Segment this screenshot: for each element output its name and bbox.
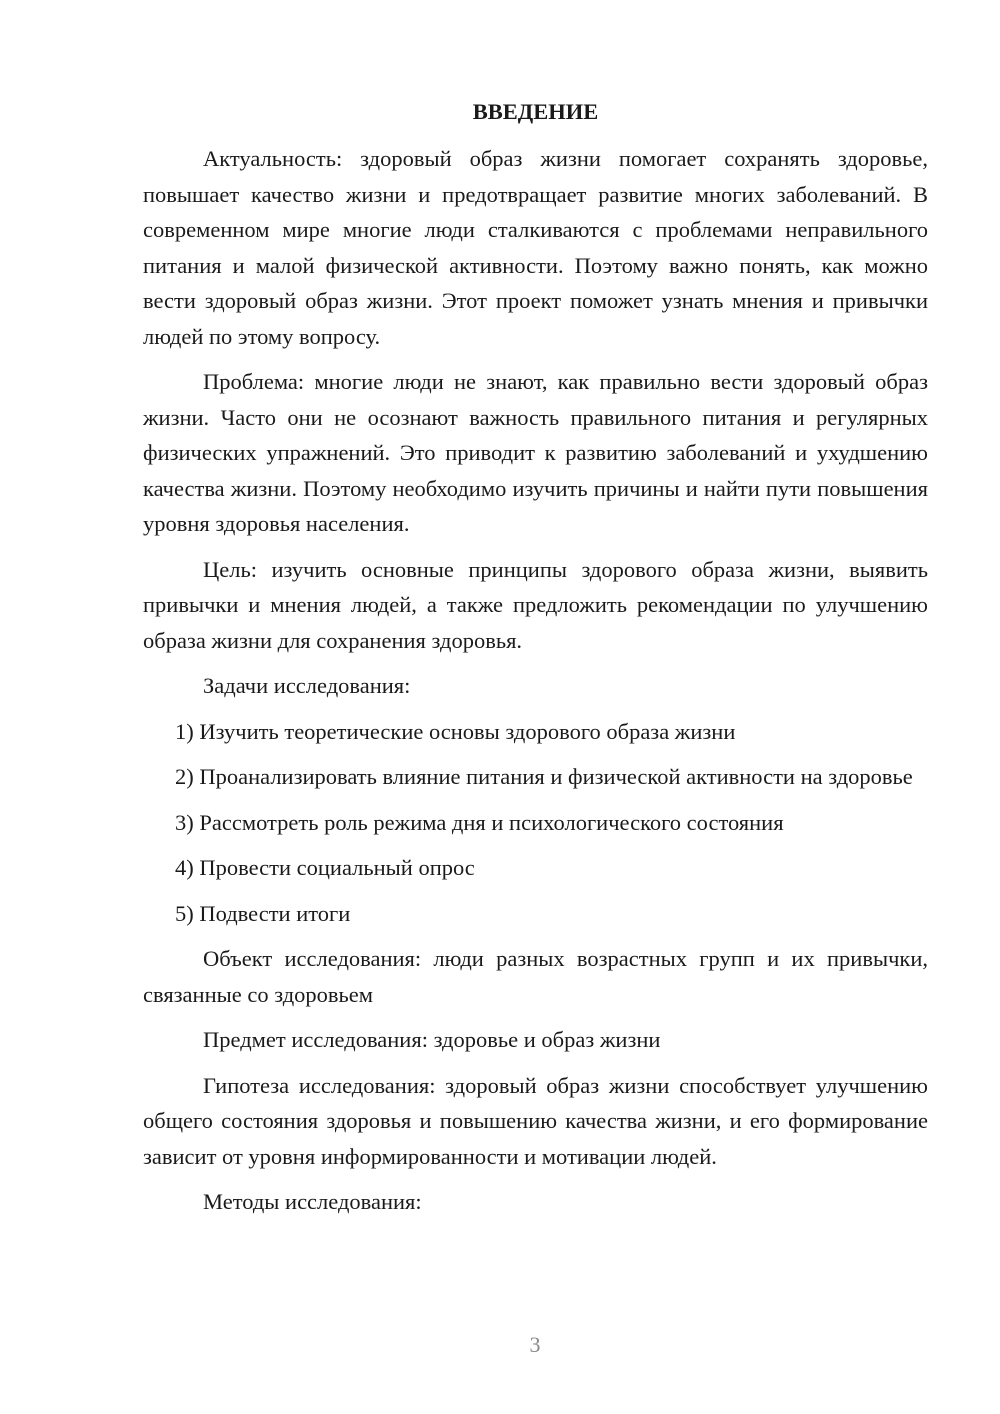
list-item: 5) Подвести итоги [175,900,351,926]
tasks-heading: Задачи исследования: [203,673,411,698]
paragraph-goal: Цель: изучить основные принципы здорового образа жизни, выявить привычки и мнения людей, а также предложить рекомендации по улучшению образа жизни для сохранения здоровья. [143,556,928,653]
list-item: 1) Изучить теоретические основы здорового образа жизни [175,718,736,744]
tasks-list [143,714,928,932]
paragraph-object: Объект исследования: люди разных возрастных групп и их привычки, связанные со здоровьем [143,946,928,1007]
list-item: 3) Рассмотреть роль режима дня и психологического состояния [175,809,784,835]
paragraph-subject: Предмет исследования: здоровье и образ жизни [203,1027,661,1052]
methods-heading: Методы исследования: [203,1189,422,1214]
page-title: ВВЕДЕНИЕ [472,99,599,124]
document-page [143,94,928,1230]
list-item: 2) Проанализировать влияние питания и физической активности на здоровье [175,764,913,789]
paragraph-relevance: Актуальность: здоровый образ жизни помогает сохранять здоровье, повышает качество жизни и предотвращает развитие многих заболеваний. В современном мире многие люди сталкиваются с проблемами неправильного питания и малой физической активности. Поэтому важно понять, как можно вести здоровый образ жизни. Этот проект поможет узнать мнения и привычки людей по этому вопросу. [143,146,928,349]
list-item: 4) Провести социальный опрос [175,855,475,880]
page-number: 3 [529,1332,541,1357]
paragraph-hypothesis: Гипотеза исследования: здоровый образ жизни способствует улучшению общего состояния здоровья и повышению качества жизни, и его формирование зависит от уровня информированности и мотивации людей. [143,1072,928,1169]
paragraph-problem: Проблема: многие люди не знают, как правильно вести здоровый образ жизни. Часто они не осознают важность правильного питания и регулярных физических упражнений. Это приводит к развитию заболеваний и ухудшению качества жизни. Поэтому необходимо изучить причины и найти пути повышения уровня здоровья населения. [143,369,928,536]
